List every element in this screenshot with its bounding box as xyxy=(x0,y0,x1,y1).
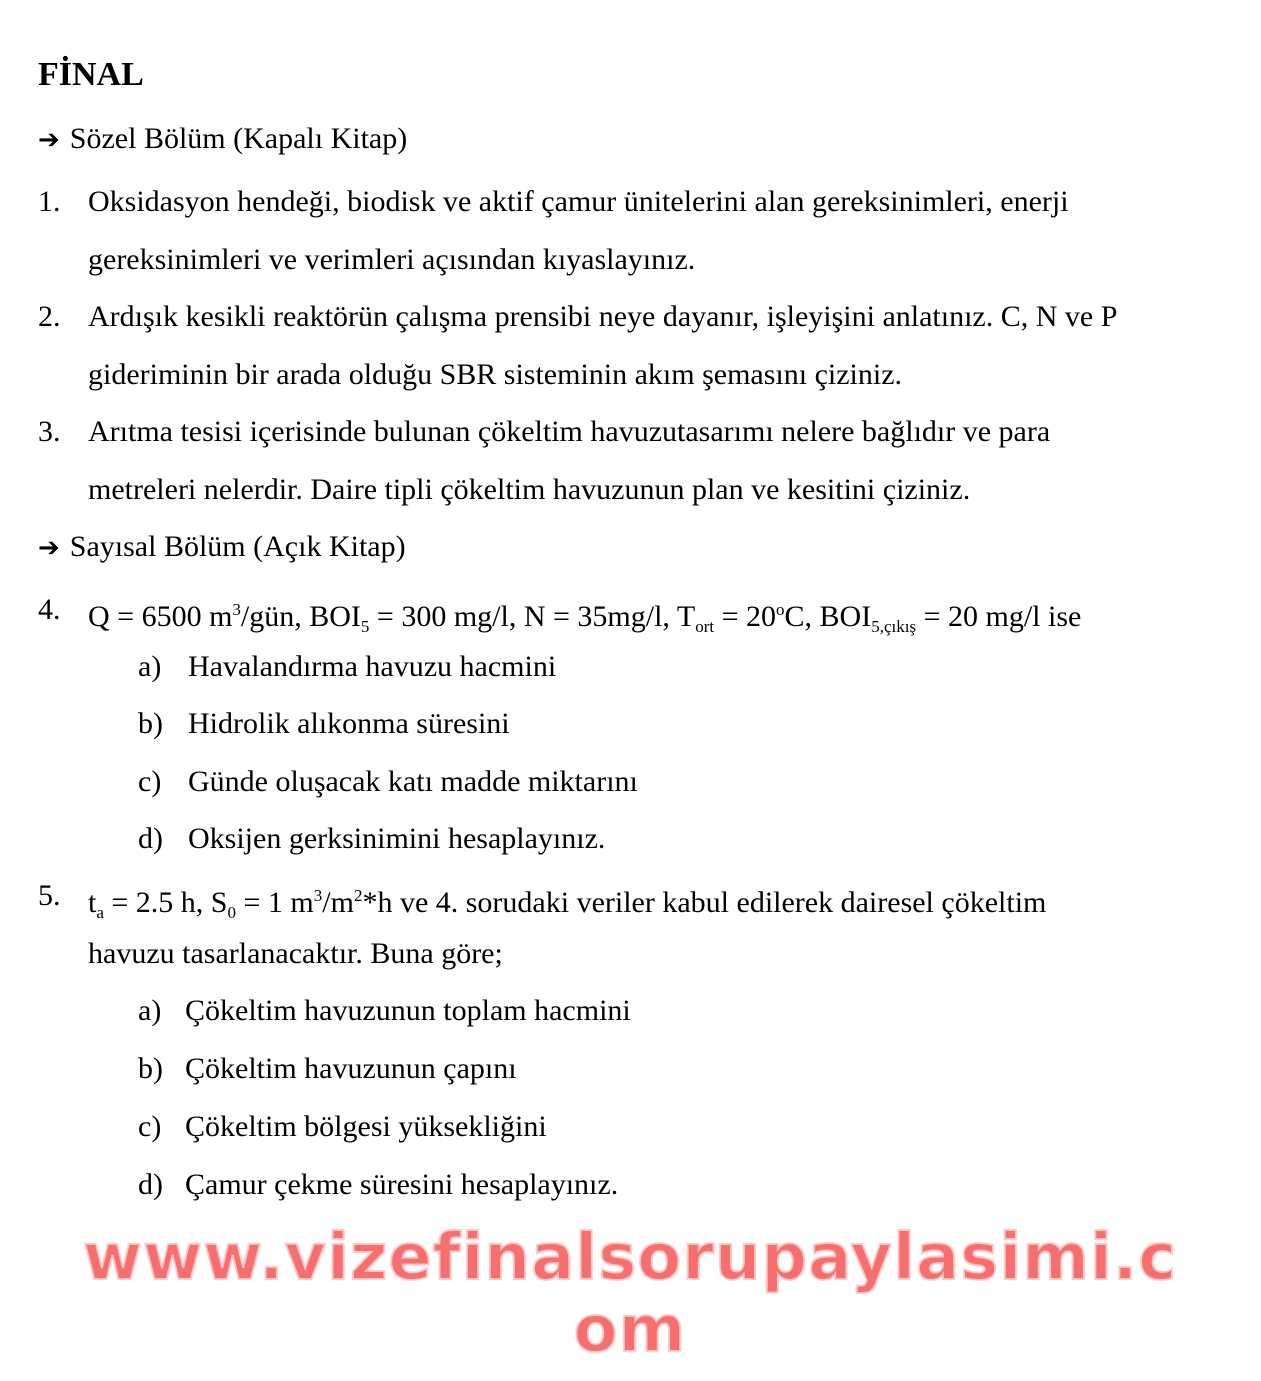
sub-item-d xyxy=(138,822,606,856)
sub-item-b xyxy=(138,1052,517,1086)
superscript: 3 xyxy=(232,600,241,619)
item-text: Hidrolik alıkonma süresini xyxy=(188,707,510,740)
question-text: havuzu tasarlanacaktır. Buna göre; xyxy=(88,937,503,970)
section-verbal xyxy=(38,122,407,157)
question-text: metreleri nelerdir. Daire tipli çökeltim havuzunun plan ve kesitini çiziniz. xyxy=(88,473,971,506)
watermark: www.vizefinalsorupaylasimi.com xyxy=(82,1221,1178,1367)
item-letter: d) xyxy=(138,822,163,855)
superscript: 3 xyxy=(313,886,323,905)
question-text: gereksinimleri ve verimleri açısından kıyaslayınız. xyxy=(88,243,696,276)
right-arrow-icon: ➔ xyxy=(38,125,60,155)
item-text: Havalandırma havuzu hacmini xyxy=(188,650,557,683)
sub-item-c xyxy=(138,765,638,799)
text: = 20 xyxy=(714,600,777,633)
exam-title: FİNAL xyxy=(38,56,144,93)
text: *h ve 4. sorudaki veriler kabul edilerek dairesel çökeltim xyxy=(362,886,1047,919)
text: = 300 mg/l, N = 35mg/l, T xyxy=(369,600,696,633)
sub-item-a xyxy=(138,650,557,684)
sub-item-d xyxy=(138,1168,619,1202)
question-number: 3. xyxy=(38,415,61,448)
item-letter: a) xyxy=(138,650,162,683)
section-numerical xyxy=(38,530,406,565)
text: C, BOI xyxy=(784,600,872,633)
right-arrow-icon: ➔ xyxy=(38,533,60,563)
subscript: 5 xyxy=(360,617,370,636)
text: = 2.5 h, S xyxy=(103,886,228,919)
sub-item-c xyxy=(138,1110,547,1144)
text: = 1 m xyxy=(236,886,314,919)
item-letter: b) xyxy=(138,1052,163,1085)
text: /gün, BOI xyxy=(240,600,361,633)
item-text: Oksijen gerksinimini hesaplayınız. xyxy=(188,822,606,855)
sub-item-b xyxy=(138,707,510,741)
item-letter: c) xyxy=(138,765,162,798)
question-number: 2. xyxy=(38,300,61,333)
item-letter: a) xyxy=(138,994,162,1027)
sub-item-a xyxy=(138,994,631,1028)
subscript: 5,çıkış xyxy=(871,617,917,636)
question-text xyxy=(88,593,1081,644)
question-number: 5. xyxy=(38,879,61,912)
text: Q = 6500 m xyxy=(88,600,233,633)
item-letter: b) xyxy=(138,707,163,740)
subscript: a xyxy=(96,903,104,922)
question-text: Oksidasyon hendeği, biodisk ve aktif çamur ünitelerini alan gereksinimleri, enerji xyxy=(88,185,1069,218)
text: t xyxy=(88,886,97,919)
item-letter: d) xyxy=(138,1168,163,1201)
item-letter: c) xyxy=(138,1110,162,1143)
item-text: Çökeltim havuzunun toplam hacmini xyxy=(185,994,631,1027)
superscript: o xyxy=(776,600,785,619)
section-label: Sözel Bölüm (Kapalı Kitap) xyxy=(69,122,408,155)
text: /m xyxy=(322,886,354,919)
question-text: gideriminin bir arada olduğu SBR sisteminin akım şemasını çiziniz. xyxy=(88,358,903,391)
item-text: Çamur çekme süresini hesaplayınız. xyxy=(185,1168,619,1201)
text: = 20 mg/l ise xyxy=(916,600,1082,633)
question-text xyxy=(88,879,1046,930)
subscript: ort xyxy=(695,617,715,636)
question-text: Ardışık kesikli reaktörün çalışma prensibi neye dayanır, işleyişini anlatınız. C, N ve P xyxy=(88,300,1118,333)
item-text: Çökeltim havuzunun çapını xyxy=(185,1052,517,1085)
subscript: 0 xyxy=(227,903,236,922)
question-text: Arıtma tesisi içerisinde bulunan çökeltim havuzutasarımı nelere bağlıdır ve para xyxy=(88,415,1051,448)
item-text: Çökeltim bölgesi yüksekliğini xyxy=(185,1110,547,1143)
section-label: Sayısal Bölüm (Açık Kitap) xyxy=(69,530,406,563)
question-number: 1. xyxy=(38,185,61,218)
item-text: Günde oluşacak katı madde miktarını xyxy=(188,765,638,798)
superscript: 2 xyxy=(353,886,363,905)
question-number: 4. xyxy=(38,593,61,626)
